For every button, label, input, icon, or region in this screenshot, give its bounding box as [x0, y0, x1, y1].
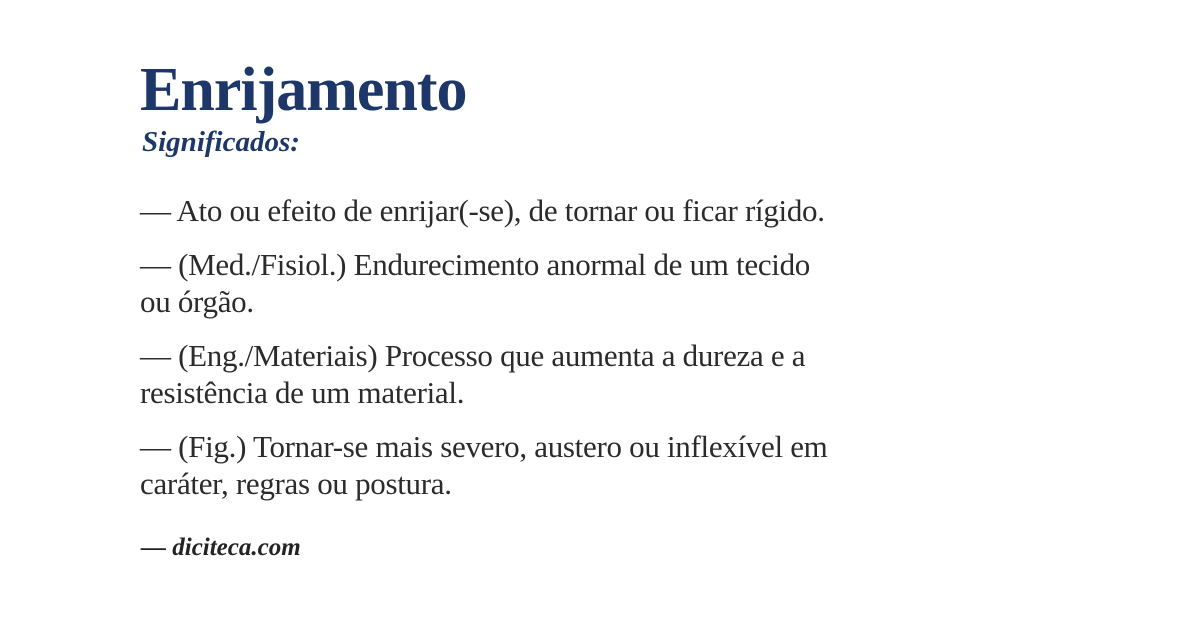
meaning-2-line-1: — (Med./Fisiol.) Endurecimento anormal de um tecido: [140, 246, 810, 282]
meaning-item-1: [140, 192, 1100, 229]
meaning-3-line-1: — (Eng./Materiais) Processo que aumenta a dureza e a: [140, 337, 806, 373]
meaning-1-line-1: — Ato ou efeito de enrijar(-se), de tornar ou ficar rígido.: [140, 192, 825, 228]
page-title: Enrijamento: [140, 56, 467, 124]
meanings-subtitle: Significados:: [142, 126, 300, 159]
meaning-4-line-2: caráter, regras ou postura.: [140, 465, 452, 501]
meaning-item-4: [140, 428, 1100, 502]
meaning-2-line-2: ou órgão.: [140, 283, 254, 319]
meaning-item-3: [140, 337, 1100, 411]
meanings-list: [140, 192, 1100, 502]
source-attribution: — diciteca.com: [141, 534, 301, 561]
meaning-item-2: [140, 246, 1100, 320]
meaning-3-line-2: resistência de um material.: [140, 374, 465, 410]
meaning-4-line-1: — (Fig.) Tornar-se mais severo, austero ou inflexível em: [140, 428, 828, 464]
